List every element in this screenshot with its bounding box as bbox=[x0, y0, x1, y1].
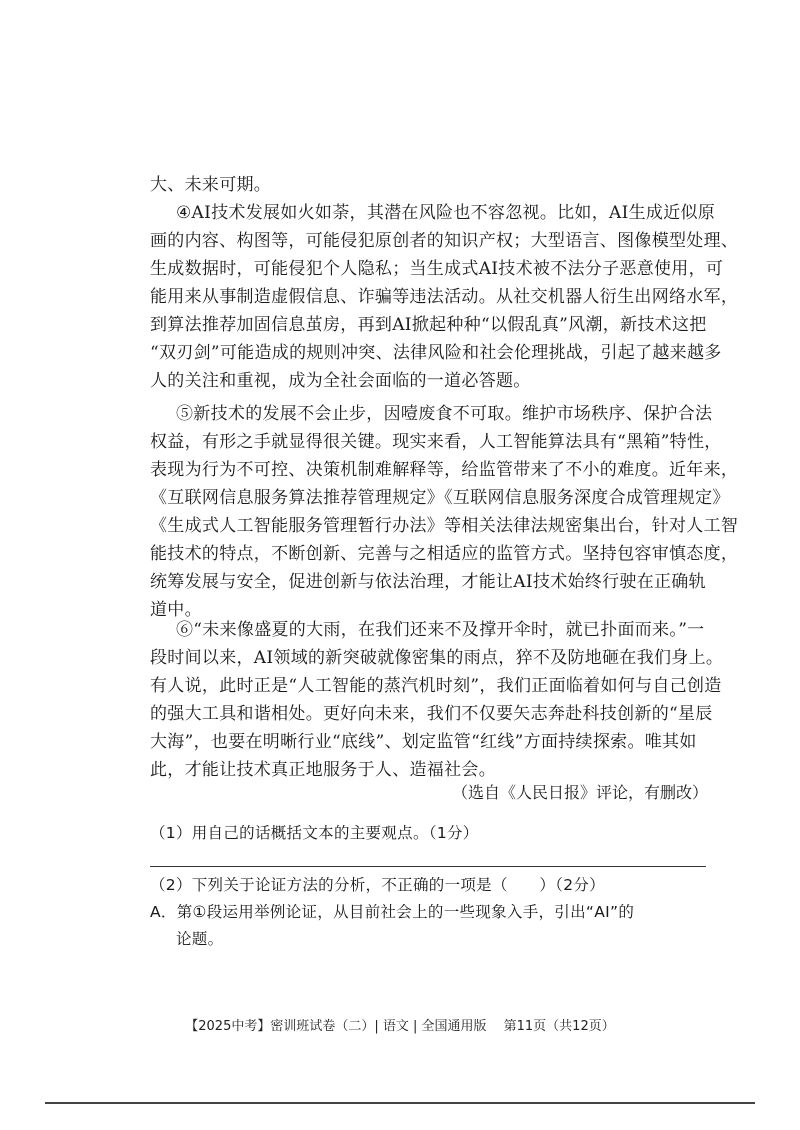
article-source: （选自《人民日报》评论，有删改） bbox=[451, 783, 708, 802]
para6-line: 有人说，此时正是“人工智能的蒸汽机时刻”，我们正面临着如何与自己创造 bbox=[150, 676, 722, 696]
para5-line: 权益，有形之手就显得很关键。现实来看，人工智能算法具有“黑箱”特性， bbox=[150, 432, 722, 452]
para4-line: 生成数据时，可能侵犯个人隐私；当生成式AI技术被不法分子恶意使用，可 bbox=[150, 259, 724, 279]
para6-line: 段时间以来，AI领域的新突破就像密集的雨点，猝不及防地砸在我们身上。 bbox=[150, 648, 724, 668]
question-1: （1）用自己的话概括文本的主要观点。（1分） bbox=[150, 824, 479, 842]
question-2-option-a: A．第①段运用举例论证，从目前社会上的一些现象入手，引出“AI”的 bbox=[150, 903, 635, 921]
para6-line: 大海”，也要在明晰行业“底线”、划定监管“红线”方面持续探索。唯其如 bbox=[150, 732, 697, 752]
para4-line: 人的关注和重视，成为全社会面临的一道必答题。 bbox=[150, 371, 531, 391]
para4-line: 能用来从事制造虚假信息、诈骗等违法活动。从社交机器人衍生出网络水军， bbox=[150, 287, 739, 307]
para5-line: 统筹发展与安全，促进创新与依法治理，才能让AI技术始终行驶在正确轨 bbox=[150, 572, 706, 592]
bottom-divider bbox=[45, 1102, 755, 1104]
para5-line: 《生成式人工智能服务管理暂行办法》等相关法律法规密集出台，针对人工智 bbox=[150, 516, 739, 536]
para4-line: ④AI技术发展如火如荼，其潜在风险也不容忽视。比如，AI生成近似原 bbox=[176, 203, 716, 223]
para5-line: 道中。 bbox=[150, 600, 202, 620]
answer-line bbox=[150, 866, 706, 867]
question-2: （2）下列关于论证方法的分析，不正确的一项是（ ）（2分） bbox=[150, 876, 605, 894]
para5-line: 能技术的特点，不断创新、完善与之相适应的监管方式。坚持包容审慎态度， bbox=[150, 544, 739, 564]
para6-line: ⑥“未来像盛夏的大雨，在我们还来不及撑开伞时，就已扑面而来。”一 bbox=[176, 620, 705, 640]
question-2-option-a-cont: 论题。 bbox=[176, 930, 224, 948]
para6-line: 的强大工具和谐相处。更好向未来，我们不仅要矢志奔赴科技创新的“星辰 bbox=[150, 704, 713, 724]
para4-line: 到算法推荐加固信息茧房，再到AI掀起种种“以假乱真”风潮，新技术这把 bbox=[150, 315, 707, 335]
para5-line: 《互联网信息服务算法推荐管理规定》《互联网信息服务深度合成管理规定》 bbox=[150, 488, 730, 508]
para5-line: ⑤新技术的发展不会止步，因噎废食不可取。维护市场秩序、保护合法 bbox=[176, 404, 713, 424]
para3-tail: 大、未来可期。 bbox=[150, 175, 272, 195]
para5-line: 表现为行为不可控、决策机制难解释等，给监管带来了不小的难度。近年来， bbox=[150, 460, 739, 480]
para6-line: 此，才能让技术真正地服务于人、造福社会。 bbox=[150, 760, 496, 780]
page-footer: 【2025中考】密训班试卷（二）| 语文 | 全国通用版 第11页（共12页） bbox=[185, 1019, 615, 1034]
para4-line: 画的内容、构图等，可能侵犯原创者的知识产权；大型语言、图像模型处理、 bbox=[150, 231, 739, 251]
para4-line: “双刃剑”可能造成的规则冲突、法律风险和社会伦理挑战，引起了越来越多 bbox=[150, 343, 722, 363]
